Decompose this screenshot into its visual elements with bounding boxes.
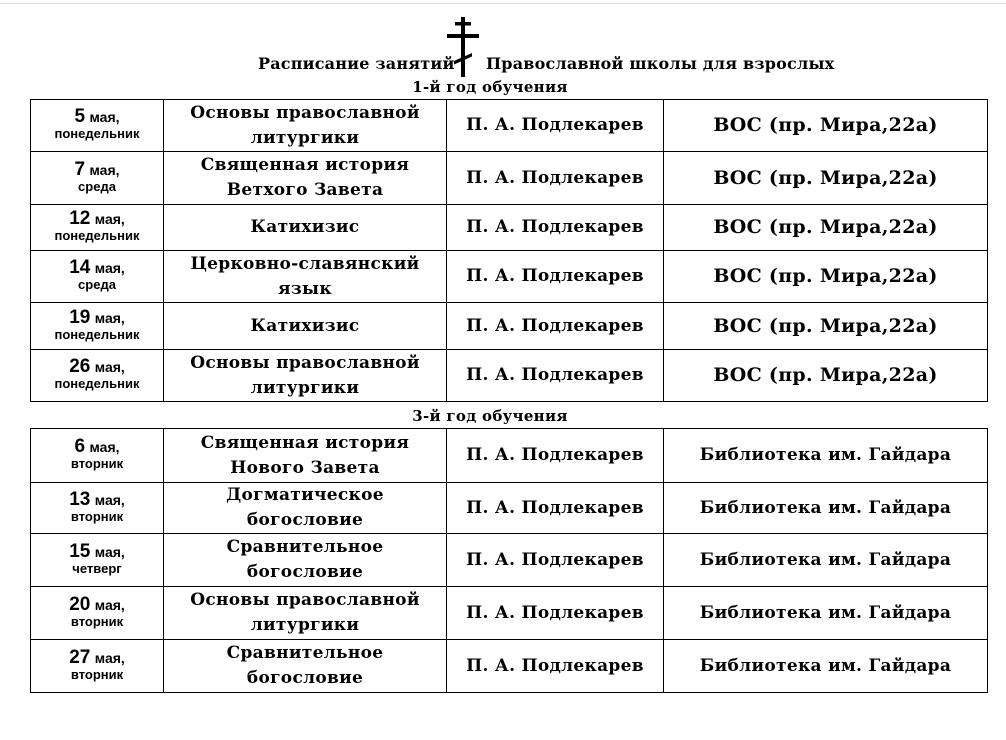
day-number: 13 xyxy=(69,488,91,510)
table-row xyxy=(31,429,988,483)
table-row xyxy=(31,100,988,152)
month: мая, xyxy=(94,543,125,560)
day-number: 12 xyxy=(69,208,91,229)
table-row xyxy=(31,251,988,303)
weekday: вторник xyxy=(70,613,124,629)
table-row xyxy=(31,350,988,402)
date-cell xyxy=(31,152,164,205)
place-cell: Библиотека им. Гайдара xyxy=(664,534,988,587)
table-row xyxy=(31,640,988,693)
teacher-cell: П. А. Подлекарев xyxy=(447,350,664,402)
subject-cell: Сравнительное богословие xyxy=(164,534,447,587)
schedule-table-year1 xyxy=(30,99,988,402)
date-cell xyxy=(31,640,164,693)
day-number: 19 xyxy=(69,306,91,328)
table-row xyxy=(31,205,988,251)
month: мая, xyxy=(94,309,125,326)
date-cell xyxy=(31,251,164,303)
month: мая, xyxy=(89,109,120,125)
weekday: понедельник xyxy=(54,126,140,141)
table-row xyxy=(31,303,988,350)
subject-cell: Основы православной литургики xyxy=(164,587,447,640)
schedule-table-year3 xyxy=(30,428,988,693)
place-cell: ВОС (пр. Мира,22а) xyxy=(664,205,988,251)
day-number: 5 xyxy=(74,106,86,127)
place-cell: ВОС (пр. Мира,22а) xyxy=(664,251,988,303)
date-cell xyxy=(31,534,164,587)
place-cell: Библиотека им. Гайдара xyxy=(664,429,988,483)
place-cell: ВОС (пр. Мира,22а) xyxy=(664,350,988,402)
date-cell xyxy=(31,483,164,534)
subject-cell: Основы православной литургики xyxy=(164,100,447,152)
document-title-left: Расписание занятий xyxy=(258,54,455,73)
place-cell: Библиотека им. Гайдара xyxy=(664,587,988,640)
document-title-right: Православной школы для взрослых xyxy=(486,54,835,73)
date-cell xyxy=(31,303,164,350)
month: мая, xyxy=(94,649,125,666)
month: мая, xyxy=(94,596,125,613)
teacher-cell: П. А. Подлекарев xyxy=(447,429,664,483)
teacher-cell: П. А. Подлекарев xyxy=(447,534,664,587)
teacher-cell: П. А. Подлекарев xyxy=(447,205,664,251)
date-cell xyxy=(31,429,164,483)
teacher-cell: П. А. Подлекарев xyxy=(447,152,664,205)
subject-cell: Основы православной литургики xyxy=(164,350,447,402)
month: мая, xyxy=(89,439,120,455)
place-cell: ВОС (пр. Мира,22а) xyxy=(664,152,988,205)
teacher-cell: П. А. Подлекарев xyxy=(447,100,664,152)
teacher-cell: П. А. Подлекарев xyxy=(447,587,664,640)
table-row xyxy=(31,534,988,587)
date-cell xyxy=(31,587,164,640)
month: мая, xyxy=(94,491,125,508)
weekday: понедельник xyxy=(54,228,140,243)
weekday: четверг xyxy=(72,560,122,576)
weekday: среда xyxy=(78,277,116,292)
teacher-cell: П. А. Подлекарев xyxy=(447,303,664,350)
subject-cell: Священная история Ветхого Завета xyxy=(164,152,447,205)
day-number: 15 xyxy=(69,540,91,562)
day-number: 26 xyxy=(69,356,91,377)
subject-cell: Догматическое богословие xyxy=(164,483,447,534)
weekday: среда xyxy=(78,178,116,194)
year3-heading: 3-й год обучения xyxy=(412,407,568,425)
weekday: вторник xyxy=(70,508,124,524)
subject-cell: Катихизис xyxy=(164,205,447,251)
table-row xyxy=(31,483,988,534)
weekday: вторник xyxy=(70,456,124,471)
month: мая, xyxy=(89,161,120,178)
place-cell: ВОС (пр. Мира,22а) xyxy=(664,100,988,152)
subject-cell: Сравнительное богословие xyxy=(164,640,447,693)
weekday: вторник xyxy=(70,666,124,682)
month: мая, xyxy=(94,359,125,375)
place-cell: ВОС (пр. Мира,22а) xyxy=(664,303,988,350)
subject-cell: Катихизис xyxy=(164,303,447,350)
subject-cell: Церковно-славянский язык xyxy=(164,251,447,303)
day-number: 7 xyxy=(74,158,86,180)
teacher-cell: П. А. Подлекарев xyxy=(447,640,664,693)
table-row xyxy=(31,587,988,640)
date-cell xyxy=(31,205,164,251)
day-number: 20 xyxy=(69,593,91,615)
date-cell xyxy=(31,350,164,402)
place-cell: Библиотека им. Гайдара xyxy=(664,483,988,534)
orthodox-cross-icon xyxy=(444,17,482,77)
month: мая, xyxy=(94,211,125,227)
subject-cell: Священная история Нового Завета xyxy=(164,429,447,483)
teacher-cell: П. А. Подлекарев xyxy=(447,251,664,303)
day-number: 6 xyxy=(74,436,86,457)
weekday: понедельник xyxy=(54,326,140,342)
date-cell xyxy=(31,100,164,152)
top-divider xyxy=(0,3,1006,4)
teacher-cell: П. А. Подлекарев xyxy=(447,483,664,534)
place-cell: Библиотека им. Гайдара xyxy=(664,640,988,693)
weekday: понедельник xyxy=(54,376,140,391)
table-row xyxy=(31,152,988,205)
day-number: 27 xyxy=(69,646,91,668)
year1-heading: 1-й год обучения xyxy=(412,78,568,96)
day-number: 14 xyxy=(69,257,91,278)
month: мая, xyxy=(94,260,125,276)
